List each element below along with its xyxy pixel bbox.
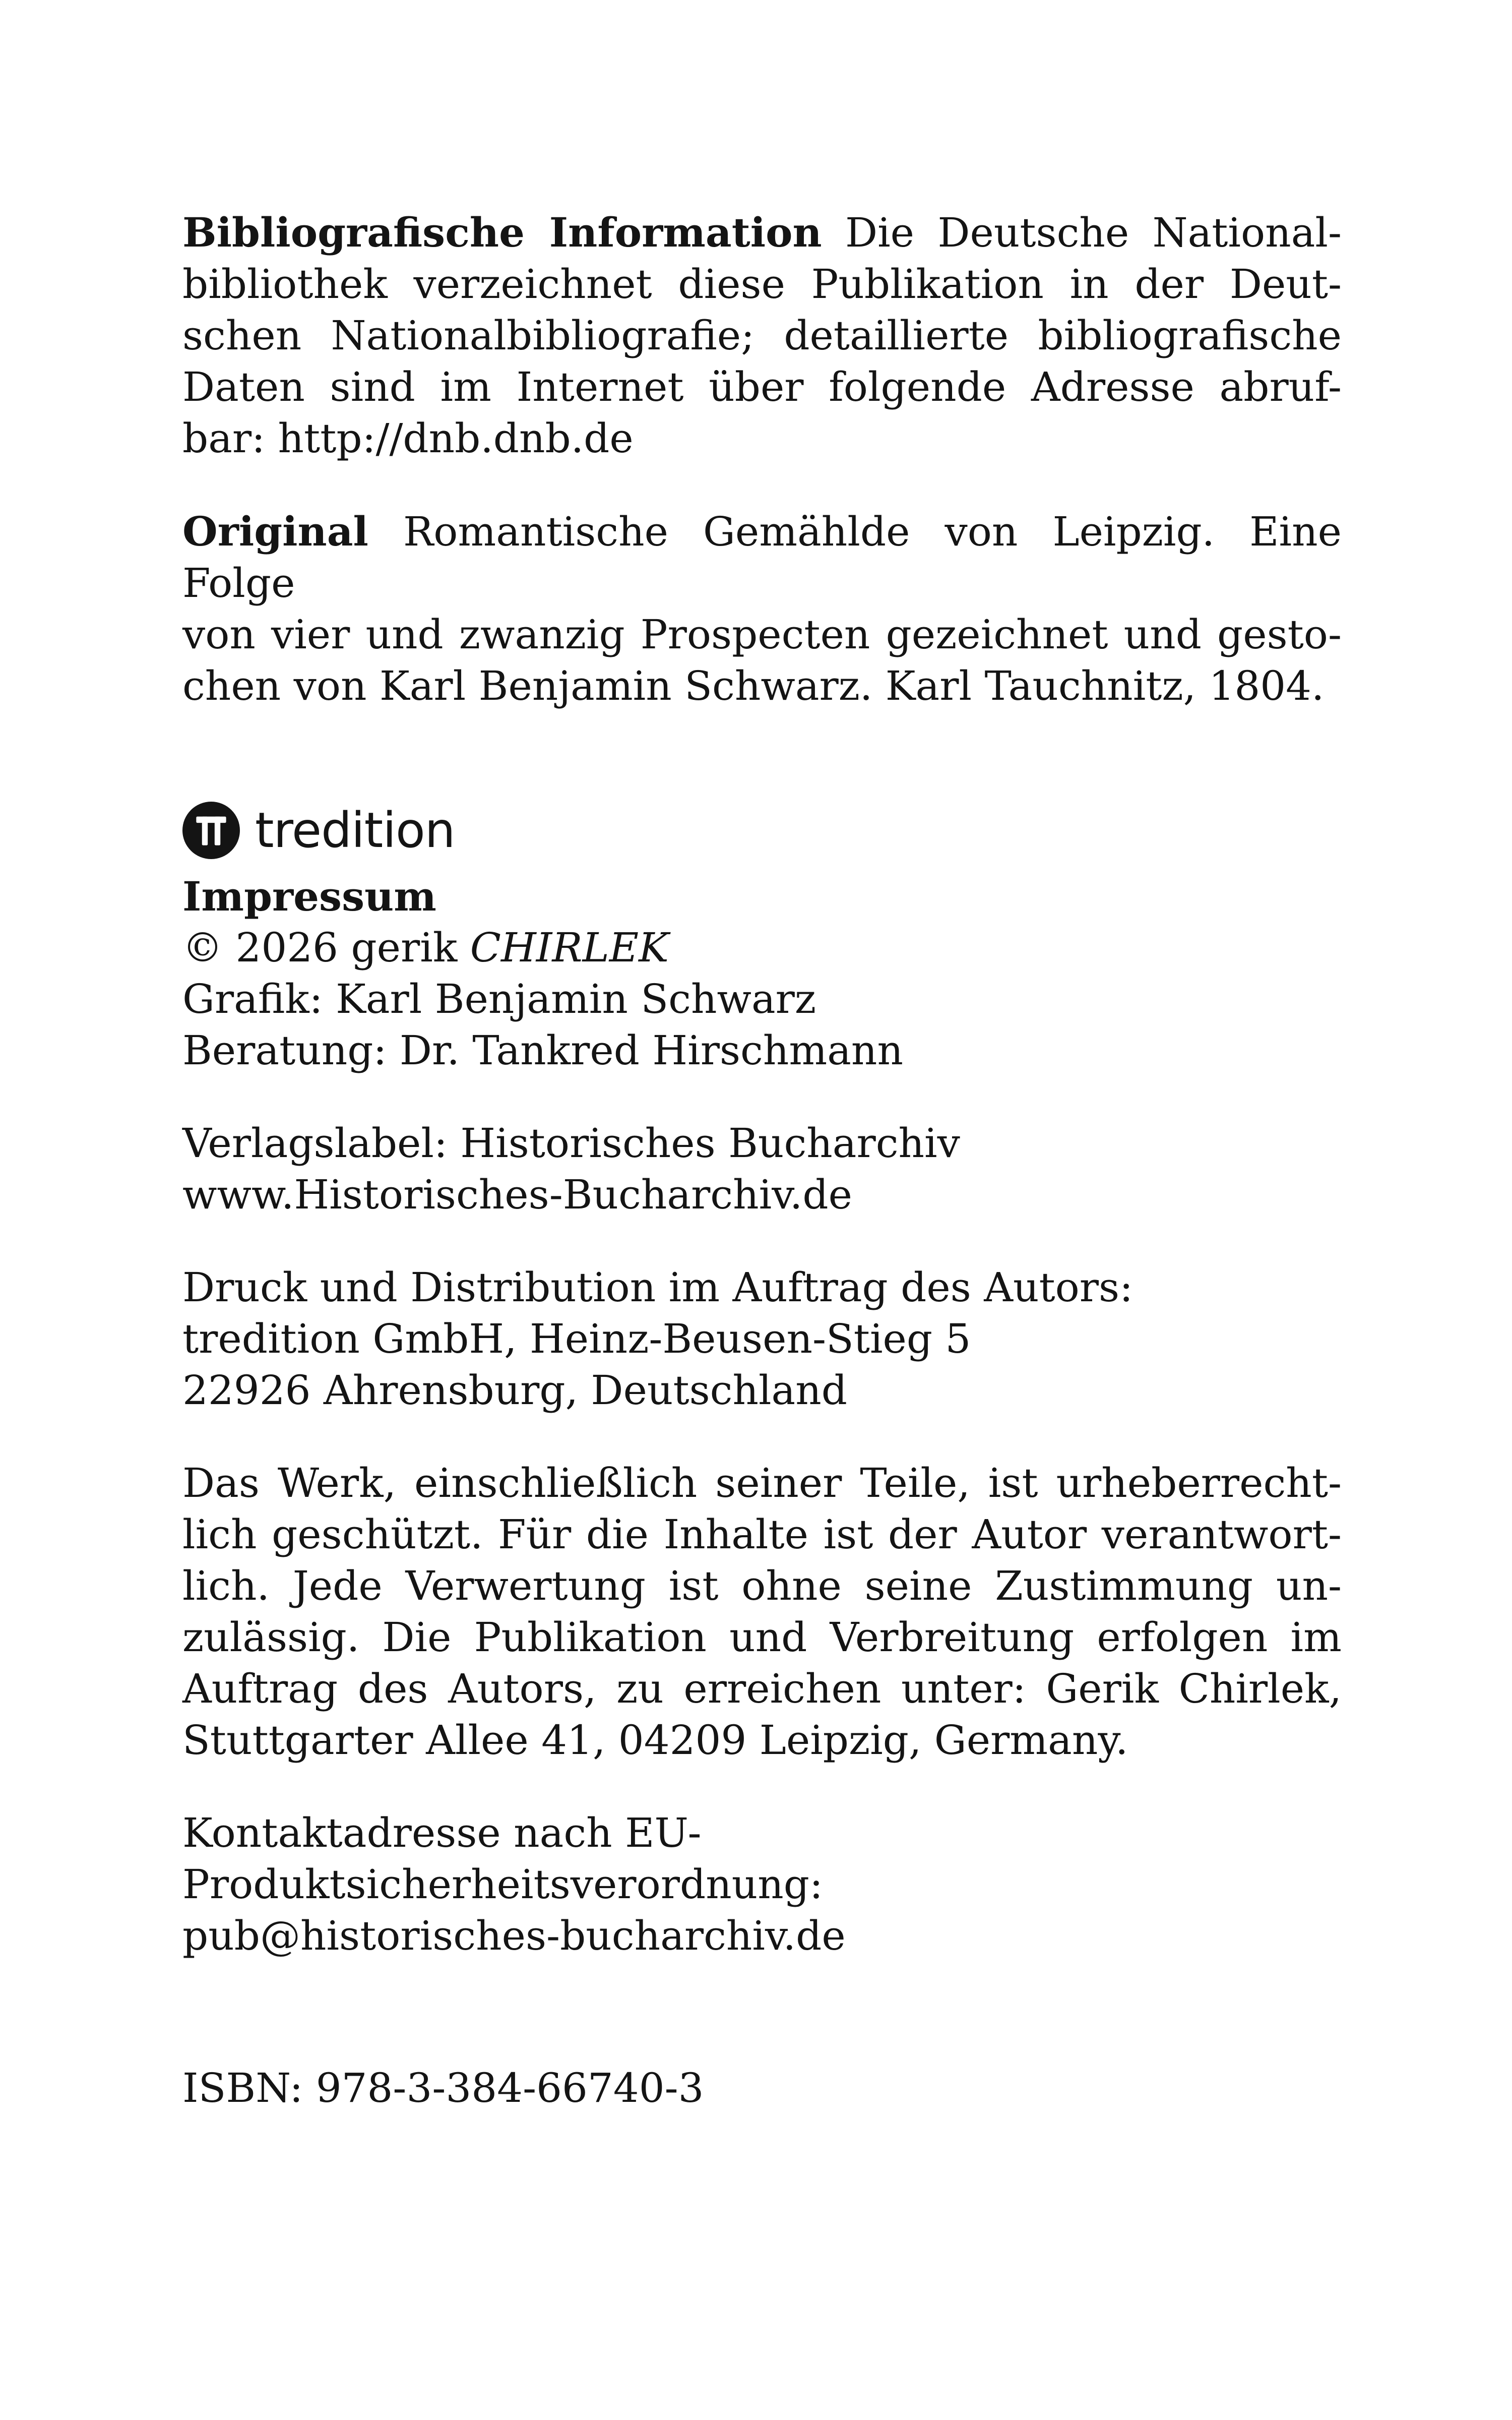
druck-line-3: 22926 Ahrensburg, Deutschland — [182, 1367, 847, 1414]
original-heading: Original — [182, 508, 368, 555]
impressum-section — [182, 871, 1342, 1076]
beratung-line: Beratung: Dr. Tankred Hirschmann — [182, 1027, 903, 1074]
werk-line-1: Das Werk, einschließlich seiner Teile, ist urheberrecht- — [182, 1460, 1342, 1506]
publisher-website: www.Historisches-Bucharchiv.de — [182, 1171, 852, 1218]
imprint-page — [182, 207, 1342, 2114]
werk-line-3: lich. Jede Verwertung ist ohne seine Zustimmung un- — [182, 1562, 1342, 1609]
tredition-logo-icon — [182, 802, 240, 859]
biblio-heading: Bibliografische Information — [182, 209, 822, 256]
grafik-line: Grafik: Karl Benjamin Schwarz — [182, 976, 816, 1022]
druck-line-1: Druck und Distribution im Auftrag des Autors: — [182, 1264, 1133, 1311]
biblio-line-3: schen Nationalbibliografie; detaillierte bibliografische — [182, 312, 1342, 359]
biblio-line-4: Daten sind im Internet über folgende Adresse abruf- — [182, 364, 1342, 410]
original-line-1: Original Romantische Gemählde von Leipzig. Eine Folge — [182, 508, 1342, 607]
bibliographic-information-section — [182, 207, 1342, 464]
biblio-line-2: bibliothek verzeichnet diese Publikation in der Deut- — [182, 261, 1342, 308]
copyright-line: © 2026 gerik CHIRLEK — [182, 924, 669, 971]
werk-line-2: lich geschützt. Für die Inhalte ist der Autor verantwort- — [182, 1511, 1342, 1558]
copyright-notice-section — [182, 1458, 1342, 1766]
impressum-heading: Impressum — [182, 873, 436, 920]
isbn-section — [182, 2063, 1342, 2114]
author-name: CHIRLEK — [470, 924, 669, 971]
original-edition-section — [182, 506, 1342, 712]
werk-line-4: zulässig. Die Publikation und Verbreitung erfolgen im — [182, 1614, 1342, 1661]
druck-line-2: tredition GmbH, Heinz-Beusen-Stieg 5 — [182, 1315, 971, 1362]
publisher-label-section — [182, 1118, 1342, 1221]
publisher-name: tredition — [255, 802, 455, 859]
publisher-logo — [182, 795, 1342, 866]
contact-section — [182, 1807, 1342, 1962]
kontakt-line-1: Kontaktadresse nach EU-Produktsicherheitsverordnung: — [182, 1809, 823, 1908]
biblio-line-1: Bibliografische Information Die Deutsche National- — [182, 209, 1342, 256]
verlagslabel-line: Verlagslabel: Historisches Bucharchiv — [182, 1120, 960, 1167]
contact-email: pub@historisches-bucharchiv.de — [182, 1912, 846, 1959]
print-distribution-section — [182, 1262, 1342, 1416]
original-line-3: chen von Karl Benjamin Schwarz. Karl Tauchnitz, 1804. — [182, 662, 1325, 709]
biblio-line-5: bar: http://dnb.dnb.de — [182, 415, 634, 462]
werk-line-5: Auftrag des Autors, zu erreichen unter: Gerik Chirlek, — [182, 1665, 1342, 1712]
isbn-line: ISBN: 978-3-384-66740-3 — [182, 2065, 704, 2111]
werk-line-6: Stuttgarter Allee 41, 04209 Leipzig, Germany. — [182, 1717, 1128, 1764]
original-line-2: von vier und zwanzig Prospecten gezeichnet und gesto- — [182, 611, 1342, 658]
